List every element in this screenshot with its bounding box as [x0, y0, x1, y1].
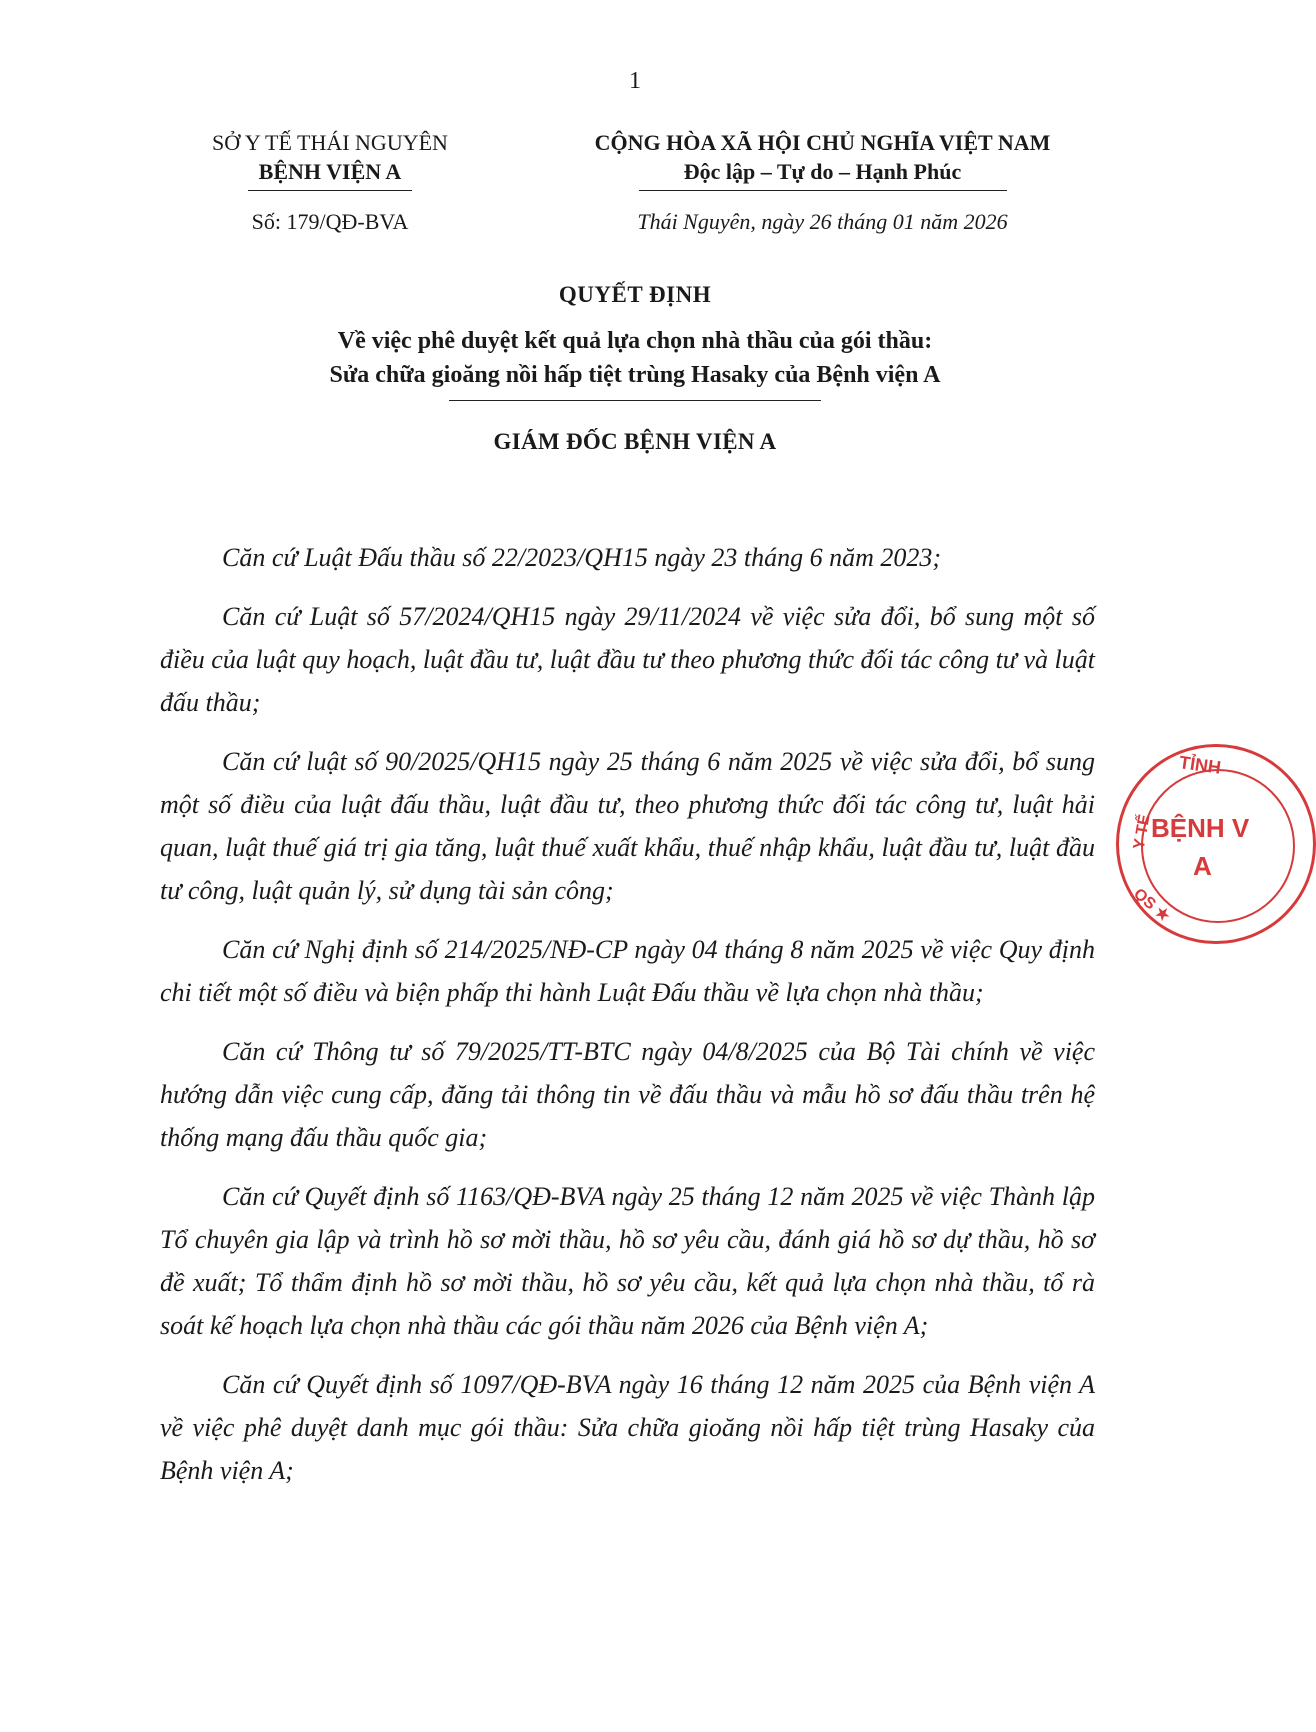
legal-basis-paragraph: Căn cứ Nghị định số 214/2025/NĐ-CP ngày 04 tháng 8 năm 2025 về việc Quy định chi tiết một số điều và biện phấp thi hành Luật Đấu thầu về lựa chọn nhà thầu; — [160, 935, 1095, 1007]
legal-basis-paragraph: Căn cứ Quyết định số 1163/QĐ-BVA ngày 25 tháng 12 năm 2025 về việc Thành lập Tổ chuyên gia lập và trình hồ sơ mời thầu, hồ sơ yêu cầu, đánh giá hồ sơ dự thầu, hồ sơ đề xuất; Tổ thẩm định hồ sơ mời thầu, hồ sơ yêu cầu, kết quả lựa chọn nhà thầu, tổ rà soát kế hoạch lựa chọn nhà thầu các gói thầu năm 2026 của Bệnh viện A; — [160, 1182, 1095, 1340]
legal-basis-paragraph: Căn cứ Quyết định số 1097/QĐ-BVA ngày 16 tháng 12 năm 2025 của Bệnh viện A về việc phê duyệt danh mục gói thầu: Sửa chữa gioăng nồi hấp tiệt trùng Hasaky của Bệnh viện A; — [160, 1370, 1095, 1485]
issuing-authority: GIÁM ĐỐC BỆNH VIỆN A — [493, 429, 777, 454]
national-heading-block — [540, 128, 1105, 236]
document-header — [0, 128, 1228, 258]
national-motto: Độc lập – Tự do – Hạnh Phúc — [683, 159, 962, 184]
red-seal-stamp — [1116, 744, 1316, 944]
legal-basis-paragraph: Căn cứ Thông tư số 79/2025/TT-BTC ngày 04/8/2025 của Bộ Tài chính về việc hướng dẫn việc cung cấp, đăng tải thông tin về đấu thầu và mẫu hồ sơ đấu thầu trên hệ thống mạng đấu thầu quốc gia; — [160, 1037, 1095, 1152]
decision-subject — [0, 324, 1270, 392]
place-and-date: Thái Nguyên, ngày 26 tháng 01 năm 2026 — [637, 209, 1008, 234]
legal-basis-paragraph: Căn cứ Luật số 57/2024/QH15 ngày 29/11/2024 về việc sửa đổi, bổ sung một số điều của luật quy hoạch, luật đầu tư, luật đầu tư theo phương thức đối tác công tư và luật đấu thầu; — [160, 602, 1095, 717]
document-body — [160, 536, 1095, 1508]
page-number: 1 — [629, 68, 641, 94]
subject-line-1: Về việc phê duyệt kết quả lựa chọn nhà thầu của gói thầu: — [337, 328, 933, 354]
seal-top-text: TỈNH — [1177, 752, 1223, 778]
subject-line-2: Sửa chữa gioăng nồi hấp tiệt trùng Hasaky của Bệnh viện A — [329, 362, 941, 388]
seal-sub-text: A — [1193, 851, 1212, 881]
legal-basis-paragraph: Căn cứ luật số 90/2025/QH15 ngày 25 tháng 6 năm 2025 về việc sửa đổi, bổ sung một số điều của luật đấu thầu, luật đầu tư, theo phương thức đối tác công tư, luật hải quan, luật thuế giá trị gia tăng, luật thuế xuất khẩu, thuế nhập khẩu, luật đầu tư, luật đầu tư công, luật quản lý, sử dụng tài sản công; — [160, 747, 1095, 905]
decision-title: QUYẾT ĐỊNH — [558, 282, 712, 307]
document-number: Số: 179/QĐ-BVA — [251, 209, 409, 234]
motto-underline — [639, 190, 1007, 191]
seal-inner-ring — [1141, 769, 1295, 923]
seal-bottom-text: QS ★ — [1130, 885, 1174, 926]
issuer-block — [170, 128, 490, 236]
seal-main-text: BỆNH V — [1151, 813, 1250, 843]
country-name: CỘNG HÒA XÃ HỘI CHỦ NGHĨA VIỆT NAM — [594, 130, 1051, 155]
title-block — [0, 282, 1270, 455]
seal-side-text: Y TẾ — [1130, 813, 1154, 851]
department-name: SỞ Y TẾ THÁI NGUYÊN — [212, 130, 448, 155]
legal-basis-paragraph: Căn cứ Luật Đấu thầu số 22/2023/QH15 ngày 23 tháng 6 năm 2023; — [222, 543, 942, 572]
title-underline — [449, 400, 821, 401]
issuer-underline — [248, 190, 412, 191]
hospital-name: BỆNH VIỆN A — [258, 159, 402, 184]
